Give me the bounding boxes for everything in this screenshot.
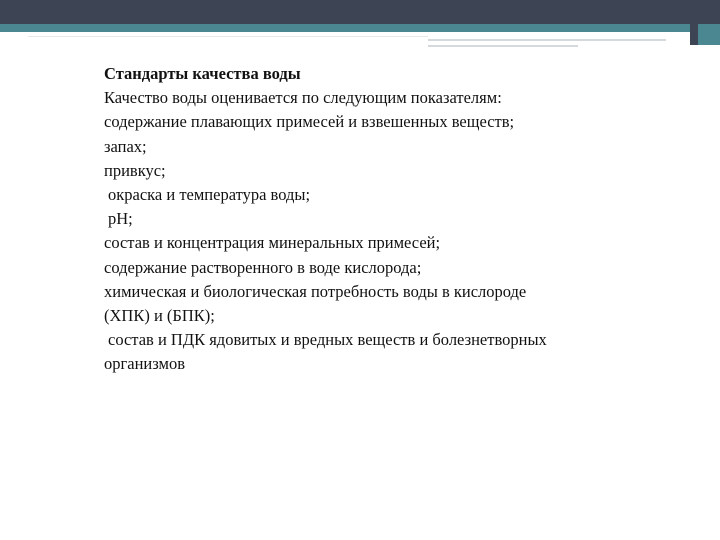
body-line: организмов [104,354,186,374]
header-band [0,0,720,24]
body-line: окраска и температура воды; [108,185,311,205]
body-line: (ХПК) и (БПК); [104,306,215,326]
body-line: состав и концентрация минеральных примесей; [104,233,441,253]
divider-line [428,45,578,47]
body-line: pH; [108,209,133,229]
header-corner-accent [698,24,720,45]
body-line: привкус; [104,160,166,180]
body-line: состав и ПДК ядовитых и вредных веществ и болезнетворных [108,330,547,350]
header-corner-triangle [683,0,690,24]
body-line: химическая и биологическая потребность воды в кислороде [104,281,527,301]
slide-title: Стандарты качества воды [104,64,301,83]
divider-line [28,36,428,37]
header-accent-stripe [0,24,720,32]
body-line: содержание растворенного в воде кислорода; [104,257,422,277]
divider-line [428,39,666,41]
body-line: Качество воды оценивается по следующим показателям: [104,88,502,108]
body-line: содержание плавающих примесей и взвешенных веществ; [104,112,515,132]
body-line: запах; [104,136,147,156]
slide-body [104,62,704,377]
